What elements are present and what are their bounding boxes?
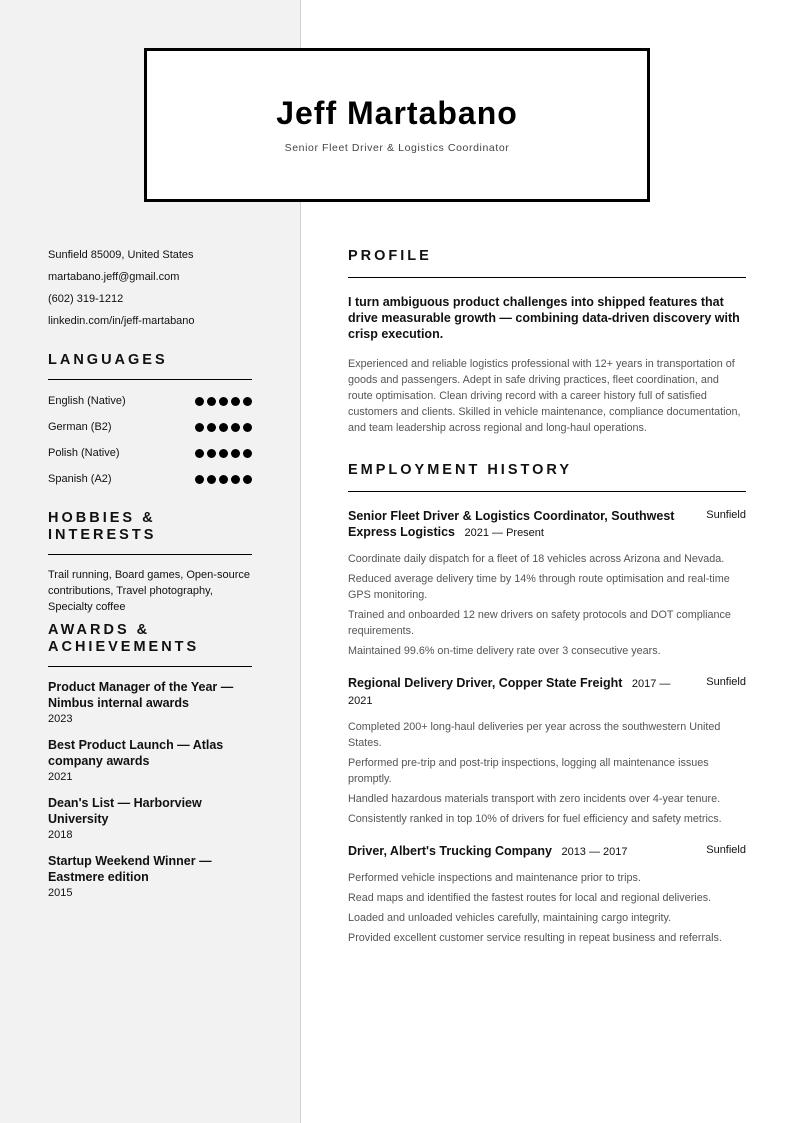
language-level-dots: [195, 397, 252, 406]
language-level-dots: [195, 423, 252, 432]
level-dot: [243, 397, 252, 406]
award-year: 2023: [48, 713, 73, 725]
level-dot: [207, 449, 216, 458]
award-year: 2015: [48, 887, 73, 899]
level-dot: [207, 423, 216, 432]
contact-phone[interactable]: (602) 319-1212: [48, 293, 124, 305]
awards-section: [48, 622, 252, 899]
level-dot: [243, 423, 252, 432]
job-bullet: Maintained 99.6% on-time delivery rate over 3 consecutive years.: [348, 645, 661, 657]
level-dot: [243, 449, 252, 458]
level-dot: [207, 475, 216, 484]
job-bullets: [348, 719, 746, 827]
job-entry: [348, 508, 746, 659]
contact-linkedin[interactable]: linkedin.com/in/jeff-martabano: [48, 315, 195, 327]
level-dot: [195, 423, 204, 432]
job-header: [348, 843, 746, 860]
award-year: 2018: [48, 829, 73, 841]
job-bullets: [348, 551, 746, 659]
job-bullet: Reduced average delivery time by 14% through route optimisation and real-time GPS monitoring.: [348, 573, 730, 601]
level-dot: [195, 475, 204, 484]
contact-address: Sunfield 85009, United States: [48, 249, 194, 261]
contact-block: [48, 244, 252, 332]
languages-section: [48, 352, 252, 492]
job-bullet: Trained and onboarded 12 new drivers on safety protocols and DOT compliance requirements.: [348, 609, 731, 637]
award-title: Best Product Launch — Atlas company awards: [48, 738, 224, 768]
job-bullet: Performed vehicle inspections and maintenance prior to trips.: [348, 872, 641, 884]
candidate-role: Senior Fleet Driver & Logistics Coordinator: [284, 142, 510, 154]
level-dot: [219, 475, 228, 484]
job-bullet: Handled hazardous materials transport with zero incidents over 4-year tenure.: [348, 793, 721, 805]
contact-email[interactable]: martabano.jeff@gmail.com: [48, 271, 180, 283]
job-title: Senior Fleet Driver & Logistics Coordinator, Southwest Express Logistics: [348, 509, 675, 539]
level-dot: [231, 423, 240, 432]
job-bullets: [348, 870, 746, 946]
job-entry: [348, 675, 746, 827]
languages-list: [48, 388, 252, 492]
job-bullet: Read maps and identified the fastest routes for local and regional deliveries.: [348, 892, 712, 904]
language-label: Polish (Native): [48, 447, 120, 459]
job-bullet: Performed pre-trip and post-trip inspections, logging all maintenance issues promptly.: [348, 757, 709, 785]
awards-title: AWARDS & ACHIEVEMENTS: [48, 622, 252, 667]
job-bullet: Provided excellent customer service resulting in repeat business and referrals.: [348, 932, 722, 944]
job-bullet: Coordinate daily dispatch for a fleet of 18 vehicles across Arizona and Nevada.: [348, 553, 725, 565]
profile-section: [348, 248, 746, 436]
job-heading: [348, 508, 688, 541]
language-row: [48, 466, 252, 492]
award-item: [48, 737, 252, 783]
award-year: 2021: [48, 771, 73, 783]
languages-title: LANGUAGES: [48, 352, 252, 380]
language-label: German (B2): [48, 421, 112, 433]
level-dot: [219, 423, 228, 432]
job-location: Sunfield: [706, 844, 746, 856]
job-location: Sunfield: [706, 509, 746, 521]
job-title: Driver, Albert's Trucking Company: [348, 844, 552, 858]
header-box: [144, 48, 650, 202]
language-row: [48, 414, 252, 440]
level-dot: [195, 449, 204, 458]
level-dot: [207, 397, 216, 406]
level-dot: [219, 397, 228, 406]
award-title: Product Manager of the Year — Nimbus internal awards: [48, 680, 234, 710]
level-dot: [243, 475, 252, 484]
candidate-name: Jeff Martabano: [276, 95, 518, 131]
award-title: Dean's List — Harborview University: [48, 796, 202, 826]
language-label: Spanish (A2): [48, 473, 112, 485]
language-row: [48, 440, 252, 466]
job-title: Regional Delivery Driver, Copper State Freight: [348, 676, 623, 690]
job-bullet: Loaded and unloaded vehicles carefully, maintaining cargo integrity.: [348, 912, 672, 924]
level-dot: [219, 449, 228, 458]
level-dot: [231, 475, 240, 484]
award-title: Startup Weekend Winner — Eastmere edition: [48, 854, 212, 884]
job-entry: [348, 843, 746, 946]
job-header: [348, 675, 746, 709]
employment-section: [348, 462, 746, 950]
job-header: [348, 508, 746, 541]
job-bullet: Consistently ranked in top 10% of drivers for fuel efficiency and safety metrics.: [348, 813, 722, 825]
language-level-dots: [195, 475, 252, 484]
language-level-dots: [195, 449, 252, 458]
language-row: [48, 388, 252, 414]
hobbies-text: Trail running, Board games, Open-source contributions, Travel photography, Specialty coffee: [48, 569, 250, 613]
hobbies-title: HOBBIES & INTERESTS: [48, 510, 252, 555]
job-heading: [348, 843, 688, 860]
job-dates: 2017 — 2021: [348, 678, 671, 707]
level-dot: [195, 397, 204, 406]
profile-summary: I turn ambiguous product challenges into shipped features that drive measurable growth — combining data-driven discovery with crisp execution.: [348, 295, 740, 341]
award-item: [48, 795, 252, 841]
job-dates: 2021 — Present: [464, 527, 544, 539]
job-location: Sunfield: [706, 676, 746, 688]
award-item: [48, 679, 252, 725]
level-dot: [231, 397, 240, 406]
job-bullet: Completed 200+ long-haul deliveries per year across the southwestern United States.: [348, 721, 721, 749]
hobbies-section: [48, 510, 252, 615]
employment-title: EMPLOYMENT HISTORY: [348, 462, 746, 492]
level-dot: [231, 449, 240, 458]
profile-description: Experienced and reliable logistics professional with 12+ years in transportation of goods and passengers. Adept in safe driving practices, fleet coordination, and route optimisation. Clean driving record with a career history full of satisfied customers and clients. Skilled in vehicle maintenance, compliance documentation, and team leadership across regional and long-haul operations.: [348, 358, 741, 434]
profile-title: PROFILE: [348, 248, 746, 278]
language-label: English (Native): [48, 395, 126, 407]
job-heading: [348, 675, 688, 709]
job-dates: 2013 — 2017: [561, 846, 628, 858]
award-item: [48, 853, 252, 899]
